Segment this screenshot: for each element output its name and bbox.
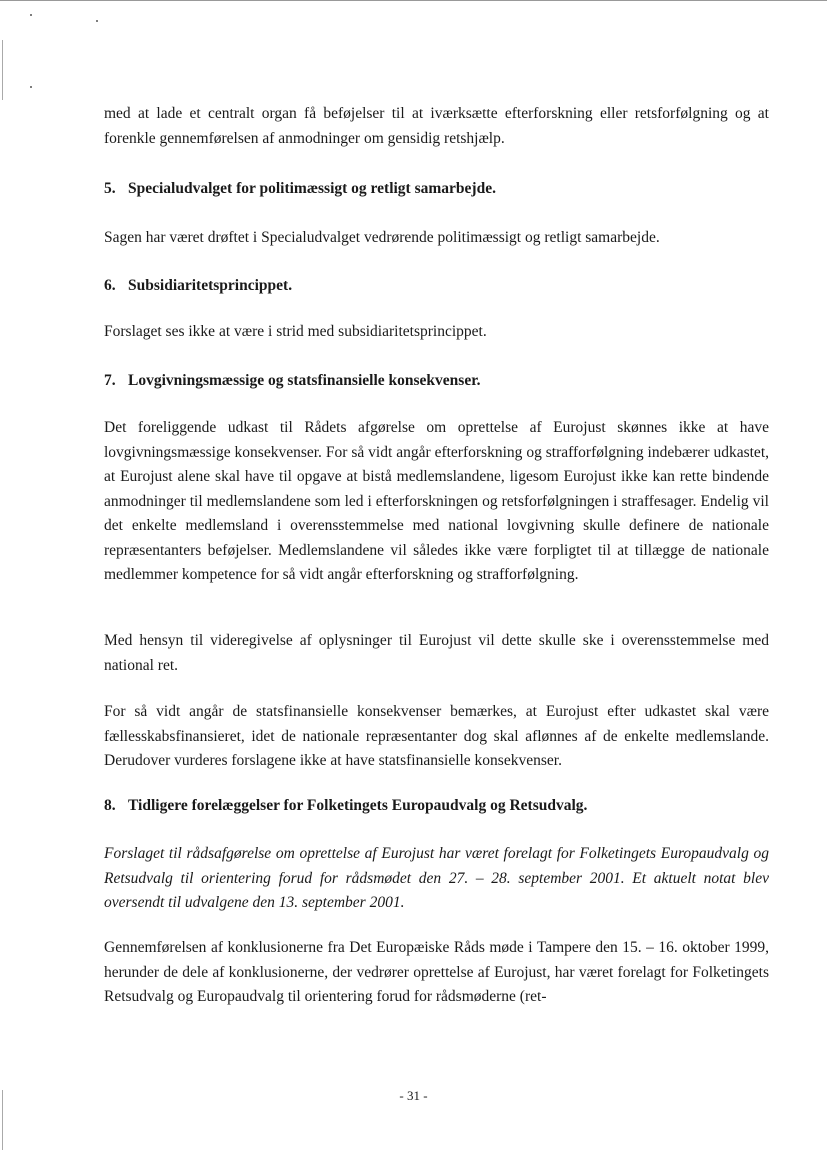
- paragraph: Gennemførelsen af konklusionerne fra Det Europæiske Råds møde i Tampere den 15. – 16. oktober 1999, herunder de dele af konklusionerne, der vedrører oprettelse af Eurojust, har været forelagt for Folketingets Retsudvalg og Europaudvalg til orientering forud for rådsmøderne (ret-: [104, 939, 769, 1005]
- page-number: - 31 -: [399, 1088, 428, 1103]
- italic-paragraph: Forslaget til rådsafgørelse om oprettelse af Eurojust har været forelagt for Folketingets Europaudvalg og Retsudvalg til orientering forud for rådsmødet den 27. – 28. september 2001. Et aktuelt notat blev oversendt til udvalgene den 13. september 2001.: [104, 845, 769, 911]
- intro-paragraph: med at lade et centralt organ få beføjelser til at iværksætte efterforskning eller retsforfølgning og at forenkle gennemførelsen af anmodninger om gensidig retshjælp.: [104, 105, 769, 147]
- section-8-para-2: [104, 936, 769, 1010]
- section-heading-8: [104, 797, 587, 815]
- paragraph: Med hensyn til videregivelse af oplysninger til Eurojust vil dette skulle ske i overensstemmelse med national ret.: [104, 632, 769, 674]
- section-title: Lovgivningsmæssige og statsfinansielle konsekvenser.: [128, 372, 481, 389]
- section-5-body: [104, 226, 769, 251]
- section-8-para-1: [104, 842, 769, 916]
- section-number: 8.: [104, 797, 116, 814]
- paragraph: For så vidt angår de statsfinansielle konsekvenser bemærkes, at Eurojust efter udkastet skal være fællesskabsfinansieret, idet de nationale repræsentanter dog skal aflønnes af de enkelte medlemslande. Derudover vurderes forslagene ikke at have statsfinansielle konsekvenser.: [104, 703, 769, 769]
- section-7-para-3: [104, 700, 769, 774]
- section-title: Subsidiaritetsprincippet.: [128, 277, 293, 294]
- scan-left-edge: [2, 40, 3, 100]
- section-title: Specialudvalget for politimæssigt og retligt samarbejde.: [128, 180, 496, 197]
- paragraph: Det foreliggende udkast til Rådets afgørelse om oprettelse af Eurojust skønnes ikke at have lovgivningsmæssige konsekvenser. For så vidt angår efterforskning og strafforfølgning indebærer udkastet, at Eurojust alene skal have til opgave at bistå medlemslandene, ligesom Eurojust ikke kan rette bindende anmodninger til medlemslandene som led i efterforskningen og retsforfølgningen i straffesager. Endelig vil det enkelte medlemsland i overensstemmelse med national lovgivning skulle definere de nationale repræsentanters beføjelser. Medlemslandene vil således ikke være forpligtet til at tillægge de nationale medlemmer kompetence for så vidt angår efterforskning og strafforfølgning.: [104, 419, 769, 583]
- paragraph: Forslaget ses ikke at være i strid med subsidiaritetsprincippet.: [104, 323, 487, 340]
- section-6-body: [104, 320, 769, 345]
- section-number: 5.: [104, 180, 116, 197]
- section-7-para-2: [104, 629, 769, 678]
- section-number: 6.: [104, 277, 116, 294]
- intro-block: [104, 102, 769, 151]
- paragraph: Sagen har været drøftet i Specialudvalget vedrørende politimæssigt og retligt samarbejde.: [104, 229, 660, 246]
- scan-speck: [30, 86, 32, 88]
- section-number: 7.: [104, 372, 116, 389]
- scan-top-edge: [0, 0, 827, 1]
- scan-speck: [30, 14, 32, 16]
- section-heading-5: [104, 180, 496, 198]
- section-7-para-1: [104, 416, 769, 588]
- section-heading-7: [104, 372, 481, 390]
- scan-speck: [96, 20, 98, 22]
- section-heading-6: [104, 277, 292, 295]
- section-title: Tidligere forelæggelser for Folketingets Europaudvalg og Retsudvalg.: [128, 797, 588, 814]
